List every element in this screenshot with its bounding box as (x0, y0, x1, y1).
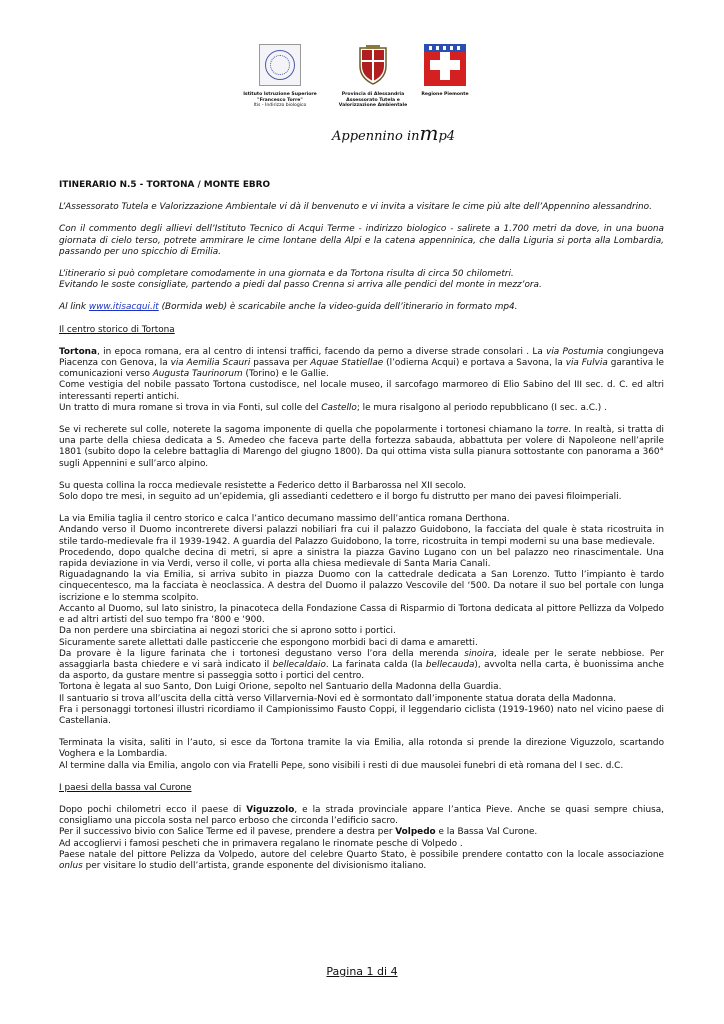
logo-provincia-line3: Valorizzazione Ambientale (338, 103, 408, 109)
paragraph-tower: Se vi recherete sul colle, noterete la sagoma imponente di quella che popolarmente i tortonesi chiamano la torre. In realtà, si tratta di una parte della chiesa dedicata a S. Amedeo che faceva parte della fortezza sabauda, abbattuta per volere di Napoleone nell’aprile 1801 (subito dopo la celebre battaglia di Marengo del giugno 1800). Da qui ottima vista sulla pianura sottostante con panorama a 360° sugli Appennini e sull’arco alpino. (59, 425, 664, 469)
paragraph-siege: Solo dopo tre mesi, in seguito ad un’epidemia, gli assedianti cedettero e il borgo fu distrutto per mano dei pavesi filoimperiali. (59, 492, 622, 503)
logo-istituto-title: Istituto Istruzione Superiore (243, 92, 317, 97)
logo-provincia-title: Provincia di Alessandria (341, 92, 405, 97)
intro-paragraph-1: L’Assessorato Tutela e Valorizzazione Ambientale vi dà il benvenuto e vi invita a visitare le cime più alte dell’Appennino alessandrino. (59, 202, 652, 213)
logo-istituto-line3: Itis - Indirizzo biologico (253, 103, 307, 109)
paragraph-pinacoteca: Accanto al Duomo, sul lato sinistro, la pinacoteca della Fondazione Cassa di Risparmio di Tortona dedicata al pittore Pellizza da Volpedo e ad altri artisti del suo tempo fra ‘800 e ‘900. (59, 603, 664, 626)
document-body (59, 180, 664, 872)
paragraph-via-emilia: La via Emilia taglia il centro storico e calca l’antico decumano massimo dell’antica romana Derthona. (59, 514, 510, 525)
paragraph-negozi: Da non perdere una sbirciatina ai negozi storici che si aprono sotto i portici. (59, 626, 396, 637)
logo-istituto (240, 44, 320, 109)
logo-provincia-subtitle: Assessorato Tutela e (346, 97, 400, 103)
paragraph-lugano: Procedendo, dopo qualche decina di metri, si apre a sinistra la piazza Gavino Lugano con un bel palazzo neo rinascimentale. Una rapida deviazione in via Verdi, verso il colle, vi porta alla chiesa medievale di Santa Maria Canali. (59, 547, 664, 570)
paragraph-museum: Come vestigia del nobile passato Tortona custodisce, nel locale museo, il sarcofago marmoreo di Elio Sabino del III sec. d. C. ed altri interessanti reperti antichi. (59, 380, 664, 402)
paragraph-duomo: Riguadagnando la via Emilia, si arriva subito in piazza Duomo con la cattedrale dedicata a San Lorenzo. Tutto l’impianto è tardo cinquecentesco, ma la facciata è neoclassica. A destra del Duomo il palazzo Vescovile del ‘500. Da notare il suo bel portale con lunga iscrizione e lo stemma scolpito. (59, 570, 664, 603)
intro-paragraph-2: Con il commento degli allievi dell’Istituto Tecnico di Acqui Terme - indirizzo biologico - salirete a 1.700 metri da dove, in una buona giornata di cielo terso, potrete ammirare le cime lontane della Alpi e la catena appenninica, che dalla Liguria si porta alla Lombardia, passando per uno spicchio di Emilia. (59, 224, 664, 257)
paragraph-pescheti: Ad accogliervi i famosi pescheti che in primavera regalano le rinomate pesche di Volpedo . (59, 838, 463, 849)
itinerary-heading: ITINERARIO N.5 - TORTONA / MONTE EBRO (59, 180, 271, 190)
paragraph-guidobono: Andando verso il Duomo incontrerete diversi palazzi nobiliari fra cui il palazzo Guidobono, la facciata del quale è stata ricostruita in stile tardo-medievale fra il 1939-1942. A guardia del Palazzo Guidobono, la torre, ricostruita in tempi moderni su una base medievale. (59, 525, 664, 547)
school-seal-icon (259, 44, 301, 86)
brand-title: Appennino inmp4 (332, 121, 456, 145)
video-link-paragraph: Al link www.itisacqui.it (Bormida web) è scaricabile anche la video-guida dell’itinerario in formato mp4. (59, 302, 518, 313)
section-title-tortona: Il centro storico di Tortona (59, 324, 175, 335)
page-number: Pagina 1 di 4 (326, 965, 398, 978)
itisacqui-link[interactable]: www.itisacqui.it (88, 302, 159, 313)
paragraph-exit-tortona: Terminata la visita, saliti in l’auto, si esce da Tortona tramite la via Emilia, alla rotonda si prende la direzione Viguzzolo, scartando Voghera e la Lombardia. (59, 738, 664, 760)
paragraph-santuario: Il santuario si trova all’uscita della città verso Villarvernia-Novi ed è sormontato dall’imponente statua dorata della Madonna. (59, 693, 617, 704)
intro-paragraph-3b: Evitando le soste consigliate, partendo a piedi dal passo Crenna si arriva alle pendici del monte in mezz’ora. (59, 280, 542, 291)
paragraph-volpedo: Per il successivo bivio con Salice Terme ed il pavese, prendere a destra per Volpedo e la Bassa Val Curone. (59, 827, 538, 838)
section-title-val-curone: I paesi della bassa val Curone (59, 782, 192, 793)
logo-regione-title: Regione Piemonte (421, 92, 469, 97)
paragraph-viguzzolo: Dopo pochi chilometri ecco il paese di Viguzzolo, e la strada provinciale appare l’antica Pieve. Anche se quasi sempre chiusa, consigliamo una piccola sosta nel parco erboso che circonda l’edificio sacro. (59, 804, 664, 827)
paragraph-walls: Un tratto di mura romane si trova in via Fonti, sul colle del Castello; le mura risalgono al periodo repubblicano (I sec. a.C.) . (59, 402, 607, 413)
paragraph-farinata: Da provare è la ligure farinata che i tortonesi degustano verso l’ora della merenda sinoira, ideale per le serate nebbiose. Per assaggiarla basta chiedere e vi sarà indicato il bellecaldaio. La farinata calda (la bellecauda), avvolta nella carta, è buonissima anche da asporto, da gustare mentre si passeggia sotto i portici del centro. (59, 648, 664, 682)
paragraph-pasticcerie: Sicuramente sarete allettati dalle pasticcerie che espongono morbidi baci di dama e amaretti. (59, 637, 478, 648)
paragraph-coppi: Fra i personaggi tortonesi illustri ricordiamo il Campionissimo Fausto Coppi, il leggendario ciclista (1919-1960) nato nel vicino paese di Castellania. (59, 704, 664, 726)
intro-paragraph-3a: L’itinerario si può completare comodamente in una giornata e da Tortona risulta di circa 50 chilometri. (59, 269, 514, 280)
paragraph-don-orione: Tortona è legata al suo Santo, Don Luigi Orione, sepolto nel Santuario della Madonna della Guardia. (59, 682, 502, 693)
header-logos (240, 44, 510, 124)
piemonte-flag-icon (424, 44, 466, 86)
logo-regione (415, 44, 475, 98)
paragraph-mausolei: Al termine dalla via Emilia, angolo con via Fratelli Pepe, sono visibili i resti di due mausolei funebri di età romana del I sec. d.C. (59, 760, 624, 771)
provincia-coat-of-arms-icon (352, 44, 394, 86)
logo-istituto-subtitle: "Francesco Torre" (257, 97, 303, 103)
paragraph-tortona-roman: Tortona, in epoca romana, era al centro di intensi traffici, facendo da perno a diverse strade consolari . La via Postumia congiungeva Piacenza con Genova, la via Aemilia Scauri passava per Aquae Statiellae (l’odierna Acqui) e portava a Savona, la via Fulvia garantiva le comunicazioni verso Augusta Taurinorum (Torino) e le Gallie. (59, 346, 664, 380)
paragraph-barbarossa: Su questa collina la rocca medievale resistette a Federico detto il Barbarossa nel XII secolo. (59, 480, 467, 491)
paragraph-pelizza: Paese natale del pittore Pelizza da Volpedo, autore del celebre Quarto Stato, è possibile prendere contatto con la locale associazione onlus per visitare lo studio dell’artista, grande esponente del divisionismo italiano. (59, 849, 664, 871)
page-footer (0, 965, 724, 978)
logo-provincia (333, 44, 413, 109)
